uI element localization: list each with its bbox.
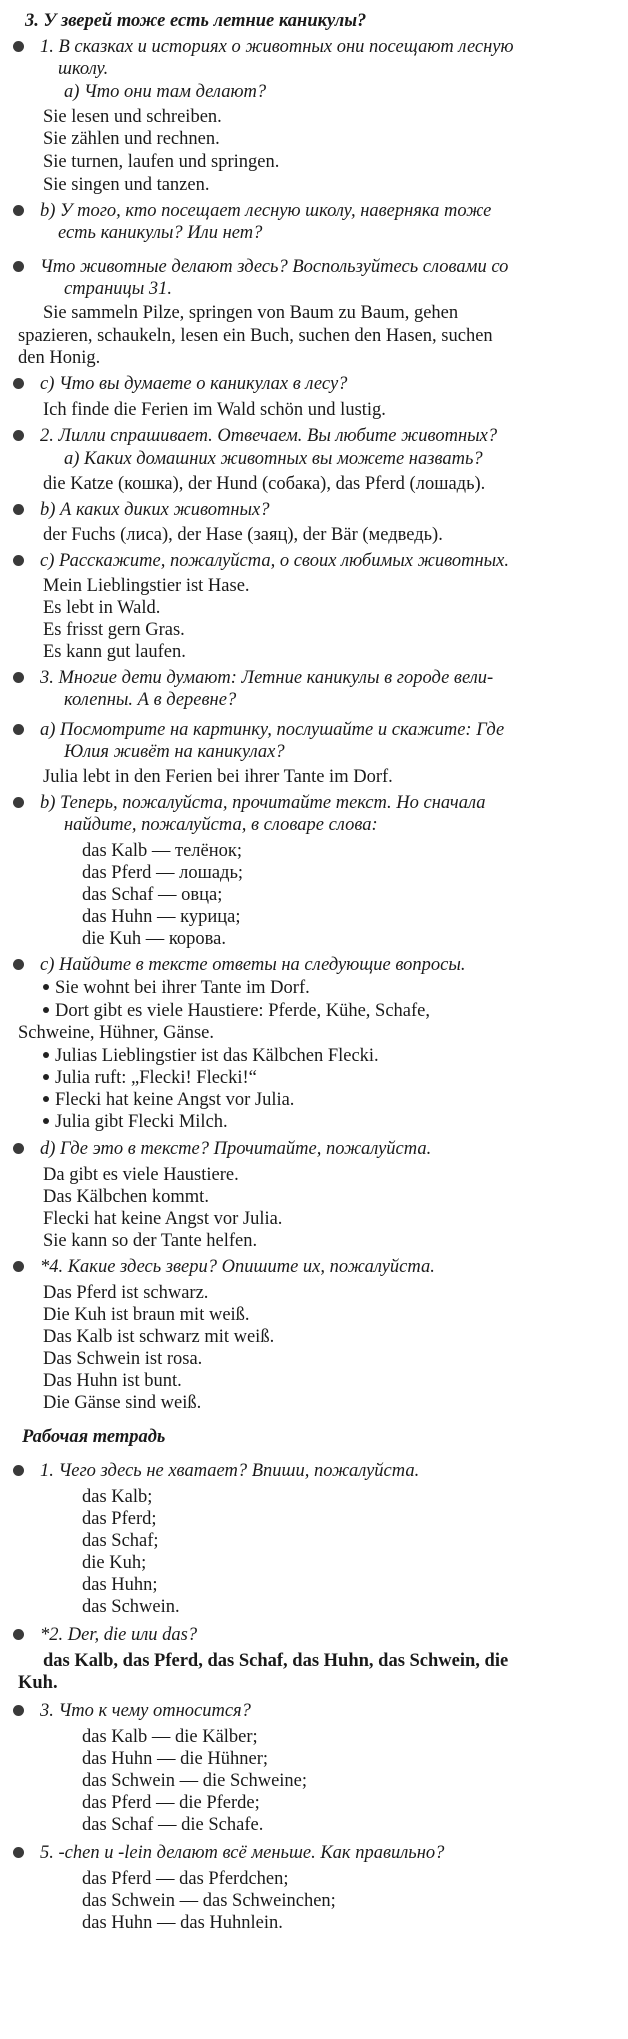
text-line (43, 1348, 202, 1370)
text-line-content: Julia gibt Flecki Milch. (55, 1112, 228, 1132)
text-line-content: Sie sammeln Pilze, springen von Baum zu Baum, gehen (43, 303, 459, 323)
text-line (40, 200, 491, 222)
text-line-content: das Pferd; (82, 1509, 157, 1529)
exercise-bullet-icon (13, 797, 24, 808)
text-line-content: а) Посмотрите на картинку, послушайте и скажите: Где (40, 720, 505, 740)
text-line-content: Das Kalb ist schwarz mit weiß. (43, 1327, 275, 1347)
text-line (22, 1426, 165, 1448)
text-line-content: das Pferd — die Pferde; (82, 1793, 260, 1813)
text-line (40, 667, 493, 689)
text-line (82, 1508, 157, 1530)
text-line-content: Die Kuh ist braun mit weiß. (43, 1305, 250, 1325)
text-line (43, 1164, 239, 1186)
text-line (82, 1552, 146, 1574)
text-line-content: das Kalb — телёнок; (82, 841, 243, 861)
exercise-bullet-icon (13, 1465, 24, 1476)
text-line-content: c) Расскажите, пожалуйста, о своих любимых животных. (40, 551, 510, 571)
text-line-content: c) Что вы думаете о каникулах в лесу? (40, 374, 348, 394)
text-line-content: Mein Lieblingstier ist Hase. (43, 576, 250, 596)
text-line (40, 499, 270, 521)
text-line (64, 689, 236, 711)
text-line-content: есть каникулы? Или нет? (58, 223, 263, 243)
text-line (40, 1256, 435, 1278)
text-line-content: Julia ruft: „Flecki! Flecki!“ (55, 1068, 257, 1088)
text-line-content: Sie turnen, laufen und springen. (43, 152, 280, 172)
text-line (82, 884, 222, 906)
text-line (82, 862, 243, 884)
text-line (25, 10, 366, 32)
text-line (82, 928, 226, 950)
text-line-content: das Schwein. (82, 1597, 180, 1617)
text-line-content: das Kalb, das Pferd, das Schaf, das Huhn, das Schwein, die (43, 1651, 509, 1671)
text-line-content: Julia lebt in den Ferien bei ihrer Tante im Dorf. (43, 767, 393, 787)
text-line (43, 524, 443, 546)
text-line-content: das Kalb; (82, 1487, 153, 1507)
text-line-content: Flecki hat keine Angst vor Julia. (55, 1090, 295, 1110)
text-line-content: das Huhn — die Hühner; (82, 1749, 268, 1769)
exercise-bullet-icon (13, 959, 24, 970)
text-line-content: Юлия живёт на каникулах? (64, 742, 285, 762)
text-line (82, 1574, 158, 1596)
text-line-content: d) Где это в тексте? Прочитайте, пожалуйста. (40, 1139, 432, 1159)
text-line-content: Sie singen und tanzen. (43, 175, 210, 195)
list-bullet-icon (43, 1007, 49, 1013)
list-bullet-icon (43, 1096, 49, 1102)
text-line (64, 278, 172, 300)
list-bullet-icon (43, 984, 49, 990)
text-line-content: 3. Многие дети думают: Летние каникулы в городе вели- (40, 668, 494, 688)
text-line (40, 1460, 419, 1482)
text-line (43, 1370, 182, 1392)
text-line (43, 1186, 209, 1208)
text-line-content: das Schaf — овца; (82, 885, 223, 905)
text-line (82, 1868, 289, 1890)
text-line-content: 5. -chen и -lein делают всё меньше. Как правильно? (40, 1843, 445, 1863)
exercise-bullet-icon (13, 41, 24, 52)
text-line-content: Sie lesen und schreiben. (43, 107, 222, 127)
text-line-content: страницы 31. (64, 279, 173, 299)
text-line-content: найдите, пожалуйста, в словаре слова: (64, 815, 378, 835)
text-line (40, 1700, 251, 1722)
text-line-content: а) Что они там делают? (64, 82, 267, 102)
exercise-bullet-icon (13, 1143, 24, 1154)
text-line (64, 448, 483, 470)
text-line (43, 1230, 257, 1252)
text-line (40, 373, 347, 395)
exercise-bullet-icon (13, 504, 24, 515)
text-line (43, 106, 222, 128)
exercise-bullet-icon (13, 1705, 24, 1716)
text-line (43, 575, 250, 597)
text-line (43, 1000, 430, 1022)
text-line (43, 1089, 294, 1111)
text-line (43, 977, 310, 999)
text-line-content: Da gibt es viele Haustiere. (43, 1165, 239, 1185)
text-line (40, 1624, 197, 1646)
text-line (18, 347, 100, 369)
text-line-content: Sie kann so der Tante helfen. (43, 1231, 258, 1251)
text-line (82, 1770, 307, 1792)
text-line-content: Sie wohnt bei ihrer Tante im Dorf. (55, 978, 310, 998)
exercise-bullet-icon (13, 555, 24, 566)
text-line (18, 1672, 58, 1694)
text-line (40, 425, 497, 447)
text-line (43, 597, 160, 619)
text-line-content: c) Найдите в тексте ответы на следующие вопросы. (40, 955, 466, 975)
text-line (40, 1842, 444, 1864)
text-line (43, 473, 485, 495)
text-line-content: Julias Lieblingstier ist das Kälbchen Flecki. (55, 1046, 379, 1066)
text-line (43, 174, 209, 196)
text-line-content: die Kuh; (82, 1553, 147, 1573)
text-line-content: das Huhn; (82, 1575, 158, 1595)
text-line-content: школу. (58, 59, 109, 79)
exercise-bullet-icon (13, 378, 24, 389)
text-line (40, 719, 504, 741)
text-line-content: колепны. А в деревне? (64, 690, 237, 710)
exercise-bullet-icon (13, 205, 24, 216)
text-line-content: der Fuchs (лиса), der Hase (заяц), der Bär (медведь). (43, 525, 443, 545)
text-line-content: Ich finde die Ferien im Wald schön und lustig. (43, 400, 386, 420)
text-line-content: Dort gibt es viele Haustiere: Pferde, Kühe, Schafe, (55, 1001, 431, 1021)
text-line (43, 1326, 274, 1348)
exercise-bullet-icon (13, 1629, 24, 1640)
text-line-content: 3. Что к чему относится? (40, 1701, 251, 1721)
text-line-content: Es kann gut laufen. (43, 642, 186, 662)
exercise-bullet-icon (13, 672, 24, 683)
text-line (43, 619, 185, 641)
list-bullet-icon (43, 1052, 49, 1058)
text-line-content: *2. Der, die или das? (40, 1625, 198, 1645)
text-line (82, 1748, 268, 1770)
text-line-content: b) У того, кто посещает лесную школу, наверняка тоже (40, 201, 492, 221)
text-line (43, 399, 386, 421)
text-line-content: Es lebt in Wald. (43, 598, 161, 618)
text-line (82, 1890, 336, 1912)
text-line (58, 58, 108, 80)
text-line (82, 906, 241, 928)
text-line (43, 1304, 250, 1326)
text-line (82, 1792, 260, 1814)
text-line-content: Flecki hat keine Angst vor Julia. (43, 1209, 283, 1229)
text-line-content: die Kuh — корова. (82, 929, 226, 949)
text-line-content: Es frisst gern Gras. (43, 620, 185, 640)
list-bullet-icon (43, 1118, 49, 1124)
text-line-content: spazieren, schaukeln, lesen ein Buch, suchen den Hasen, suchen (18, 326, 493, 346)
text-line (40, 792, 486, 814)
text-line (82, 1486, 152, 1508)
text-line-content: Sie zählen und rechnen. (43, 129, 220, 149)
text-line (40, 256, 508, 278)
text-line-content: b) Теперь, пожалуйста, прочитайте текст. Но сначала (40, 793, 486, 813)
text-line-content: Das Huhn ist bunt. (43, 1371, 182, 1391)
text-line (82, 1814, 263, 1836)
text-line-content: Рабочая тетрадь (22, 1427, 166, 1447)
text-line-content: die Katze (кошка), der Hund (собака), das Pferd (лошадь). (43, 474, 486, 494)
text-line-content: 1. В сказках и историях о животных они посещают лесную (40, 37, 514, 57)
text-line-content: das Pferd — лошадь; (82, 863, 244, 883)
text-line-content: das Huhn — das Huhnlein. (82, 1913, 283, 1933)
text-line-content: Kuh. (18, 1673, 58, 1693)
text-line-content: das Schwein — das Schweinchen; (82, 1891, 336, 1911)
text-line-content: das Schwein — die Schweine; (82, 1771, 308, 1791)
exercise-bullet-icon (13, 1847, 24, 1858)
text-line (58, 222, 262, 244)
text-line-content: 2. Лилли спрашивает. Отвечаем. Вы любите животных? (40, 426, 498, 446)
text-line (43, 1392, 201, 1414)
text-line (43, 1650, 508, 1672)
text-line-content: Das Kälbchen kommt. (43, 1187, 209, 1207)
text-line (82, 1530, 159, 1552)
exercise-bullet-icon (13, 261, 24, 272)
text-line-content: Das Pferd ist schwarz. (43, 1283, 209, 1303)
text-line (43, 151, 279, 173)
text-line (43, 1111, 228, 1133)
exercise-bullet-icon (13, 430, 24, 441)
exercise-bullet-icon (13, 1261, 24, 1272)
text-line (40, 36, 514, 58)
exercise-bullet-icon (13, 724, 24, 735)
text-line (18, 1022, 214, 1044)
text-line-content: Что животные делают здесь? Воспользуйтесь словами со (40, 257, 509, 277)
text-line-content: 1. Чего здесь не хватает? Впиши, пожалуйста. (40, 1461, 420, 1481)
text-line-content: *4. Какие здесь звери? Опишите их, пожалуйста. (40, 1257, 435, 1277)
text-line-content: Das Schwein ist rosa. (43, 1349, 203, 1369)
text-line (43, 128, 220, 150)
text-line (18, 325, 493, 347)
text-line (40, 550, 509, 572)
text-line-content: das Schaf; (82, 1531, 159, 1551)
text-line (43, 641, 186, 663)
text-line (82, 840, 242, 862)
text-line (43, 302, 458, 324)
text-line-content: den Honig. (18, 348, 101, 368)
text-line (82, 1912, 283, 1934)
text-line (40, 954, 465, 976)
text-line (64, 81, 266, 103)
text-line-content: b) А каких диких животных? (40, 500, 270, 520)
text-line (40, 1138, 431, 1160)
text-line (64, 814, 378, 836)
text-line-content: das Huhn — курица; (82, 907, 241, 927)
text-line (43, 1067, 257, 1089)
text-line (43, 766, 393, 788)
text-line (64, 741, 285, 763)
text-line-content: das Schaf — die Schafe. (82, 1815, 264, 1835)
text-line-content: Die Gänse sind weiß. (43, 1393, 202, 1413)
text-line-content: 3. У зверей тоже есть летние каникулы? (25, 11, 367, 31)
list-bullet-icon (43, 1074, 49, 1080)
text-line (82, 1596, 180, 1618)
text-line (43, 1045, 379, 1067)
text-line-content: das Kalb — die Kälber; (82, 1727, 258, 1747)
text-line-content: das Pferd — das Pferdchen; (82, 1869, 289, 1889)
text-line (43, 1208, 282, 1230)
text-line (43, 1282, 208, 1304)
text-line-content: а) Каких домашних животных вы можете назвать? (64, 449, 483, 469)
text-line (82, 1726, 258, 1748)
text-line-content: Schweine, Hühner, Gänse. (18, 1023, 215, 1043)
